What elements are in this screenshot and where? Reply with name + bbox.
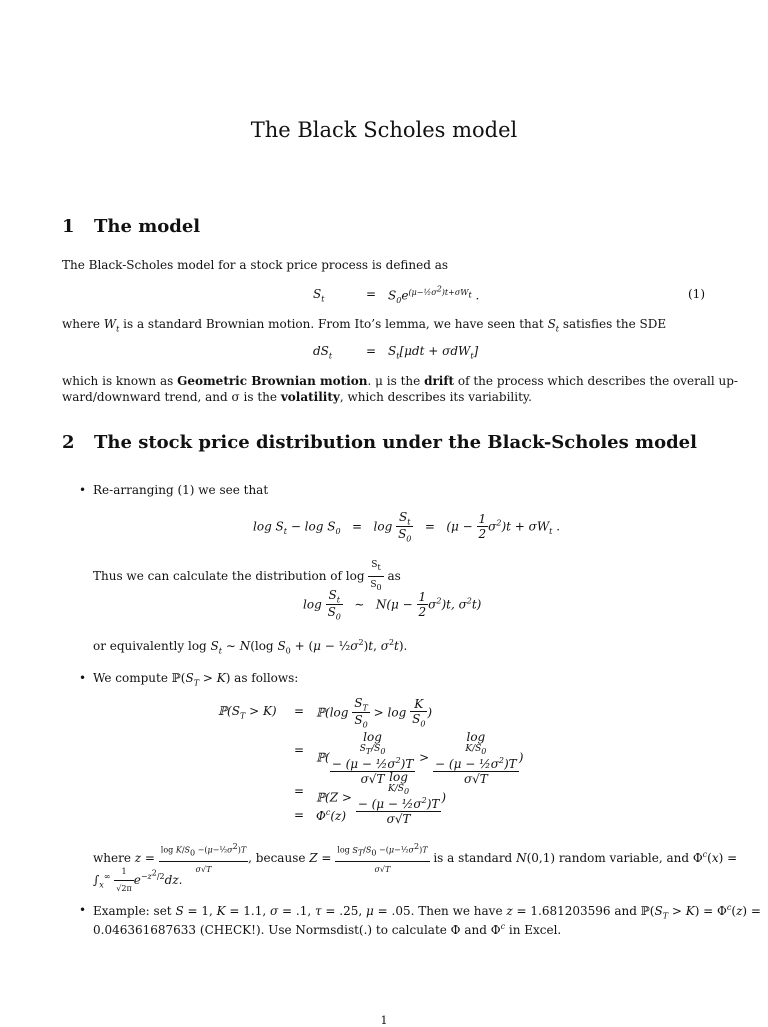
text-span: . μ is the xyxy=(367,374,421,388)
b2-eq-sign: = xyxy=(294,808,305,822)
section-title: The stock price distribution under the Black-Scholes model xyxy=(94,432,697,453)
section-number: 2 xyxy=(62,432,75,453)
b2-eq-sign: = xyxy=(294,784,305,798)
sde-rhs: $S_t[\mu dt + \sigma dW_t]$ xyxy=(388,344,479,361)
b2-eq-sign: = xyxy=(294,704,305,718)
term-drift: drift xyxy=(424,374,455,388)
b1-equation: $\log S_t - \log S_0 = \log$ $\frac{S_t}{S_0}$ = (μ − $\frac{1}{2}$ $\sigma^2)t + \sigma W_t$ . xyxy=(253,510,561,544)
b2-where-line2: $\int_x^\infty$ $\frac{1}{√2\pi}$ $e^{-z^2/2}dz$. xyxy=(93,864,183,897)
text-span: ward/downward trend, and σ is the xyxy=(62,390,277,404)
term-volatility: volatility xyxy=(280,390,340,404)
equation-number: (1) xyxy=(688,287,705,301)
eq1-rhs: $S_0e^{(\mu-\frac{1}{2}\sigma^2)t+\sigma W_t}$ . xyxy=(388,284,480,306)
section-2-heading xyxy=(62,432,697,453)
paragraph-brownian: where $W_t$ is a standard Brownian motion. From Ito’s lemma, we have seen that $S_t$ satisfies the SDE xyxy=(62,317,667,334)
b1-thus: Thus we can calculate the distribution of log $\frac{S_t}{S_0}$ as xyxy=(93,557,401,596)
bullet-compute: • We compute $ℙ(S_T > K)$ as follows: xyxy=(93,671,298,687)
bullet-example-line1: • Example: set S = 1, K = 1.1, σ = .1, τ = .25, μ = .05. Then we have z = 1.681203596 and $ℙ(S_T > K) = \Phi^c(z)$ = xyxy=(93,903,761,920)
document-title: The Black Scholes model xyxy=(250,118,518,142)
paragraph-gbm-line1 xyxy=(62,373,738,389)
b1-equivalently: or equivalently $\log S_t$ ∼ N(log $S_0 + (\mu$ − $\frac{1}{2}\sigma^2)t$, $\sigma^2t$). xyxy=(93,638,408,656)
eq1-lhs: $S_t$ xyxy=(313,287,325,304)
b2-lhs: $ℙ(S_T > K)$ xyxy=(218,704,277,721)
eq1-equals: = xyxy=(366,287,377,301)
sde-equals: = xyxy=(366,344,377,358)
term-gbm: Geometric Brownian motion xyxy=(177,374,368,388)
bullet-rearranging: • Re-arranging (1) we see that xyxy=(93,483,268,497)
section-title: The model xyxy=(94,216,201,237)
b2-row1: ℙ(log $\frac{S_T}{S_0}$ > log $\frac{K}{S_0}$ ) xyxy=(316,696,433,730)
sde-lhs: $dS_t$ xyxy=(313,344,333,361)
b2-eq-sign: = xyxy=(294,743,305,757)
b1-distribution: log $\frac{S_t}{S_0}$ ∼ N(μ − $\frac{1}{2}$ $\sigma^2)t$, $\sigma^2t$) xyxy=(303,588,482,622)
text-span: of the process which describes the overall up- xyxy=(457,374,738,388)
b2-row2: ℙ( log $S_T/S_0$ − $(\mu - \frac{1}{2}\sigma^2)T$ σ√T > log $K/S_0$ − $(\mu - \frac{1}{2}\sigma^2)T$ σ√T ) xyxy=(316,730,524,786)
text-span: , which describes its variability. xyxy=(339,390,532,404)
page-number: 1 xyxy=(380,1014,388,1027)
bullet-example-line2: 0.046361687633 (CHECK!). Use Normsdist(.) to calculate Φ and $\Phi^c$ in Excel. xyxy=(93,922,562,937)
paragraph-gbm-line2 xyxy=(62,389,532,405)
paragraph-intro: The Black-Scholes model for a stock price process is defined as xyxy=(62,258,449,272)
b2-row3: ℙ(Z > log $K/S_0$ − $(\mu - \frac{1}{2}\sigma^2)T$ σ√T ) xyxy=(316,770,447,826)
b2-where-line1: where z = $\frac{\log K/S_0 -(\mu-\frac{1}{2}\sigma^2)T}{\sigma√T}$ , because Z = $\frac{\log S_T/S_0 -(\mu-\frac{1}{2}\sigma^2)T}{\sigma√T}$ is a standard N(0,1) random variable, and $\Phi^c(x)$ = xyxy=(93,839,737,878)
b2-row4: $\Phi^c(z)$ xyxy=(316,808,347,823)
text-span: which is known as xyxy=(62,374,174,388)
section-number: 1 xyxy=(62,216,75,237)
section-1-heading xyxy=(62,216,200,237)
